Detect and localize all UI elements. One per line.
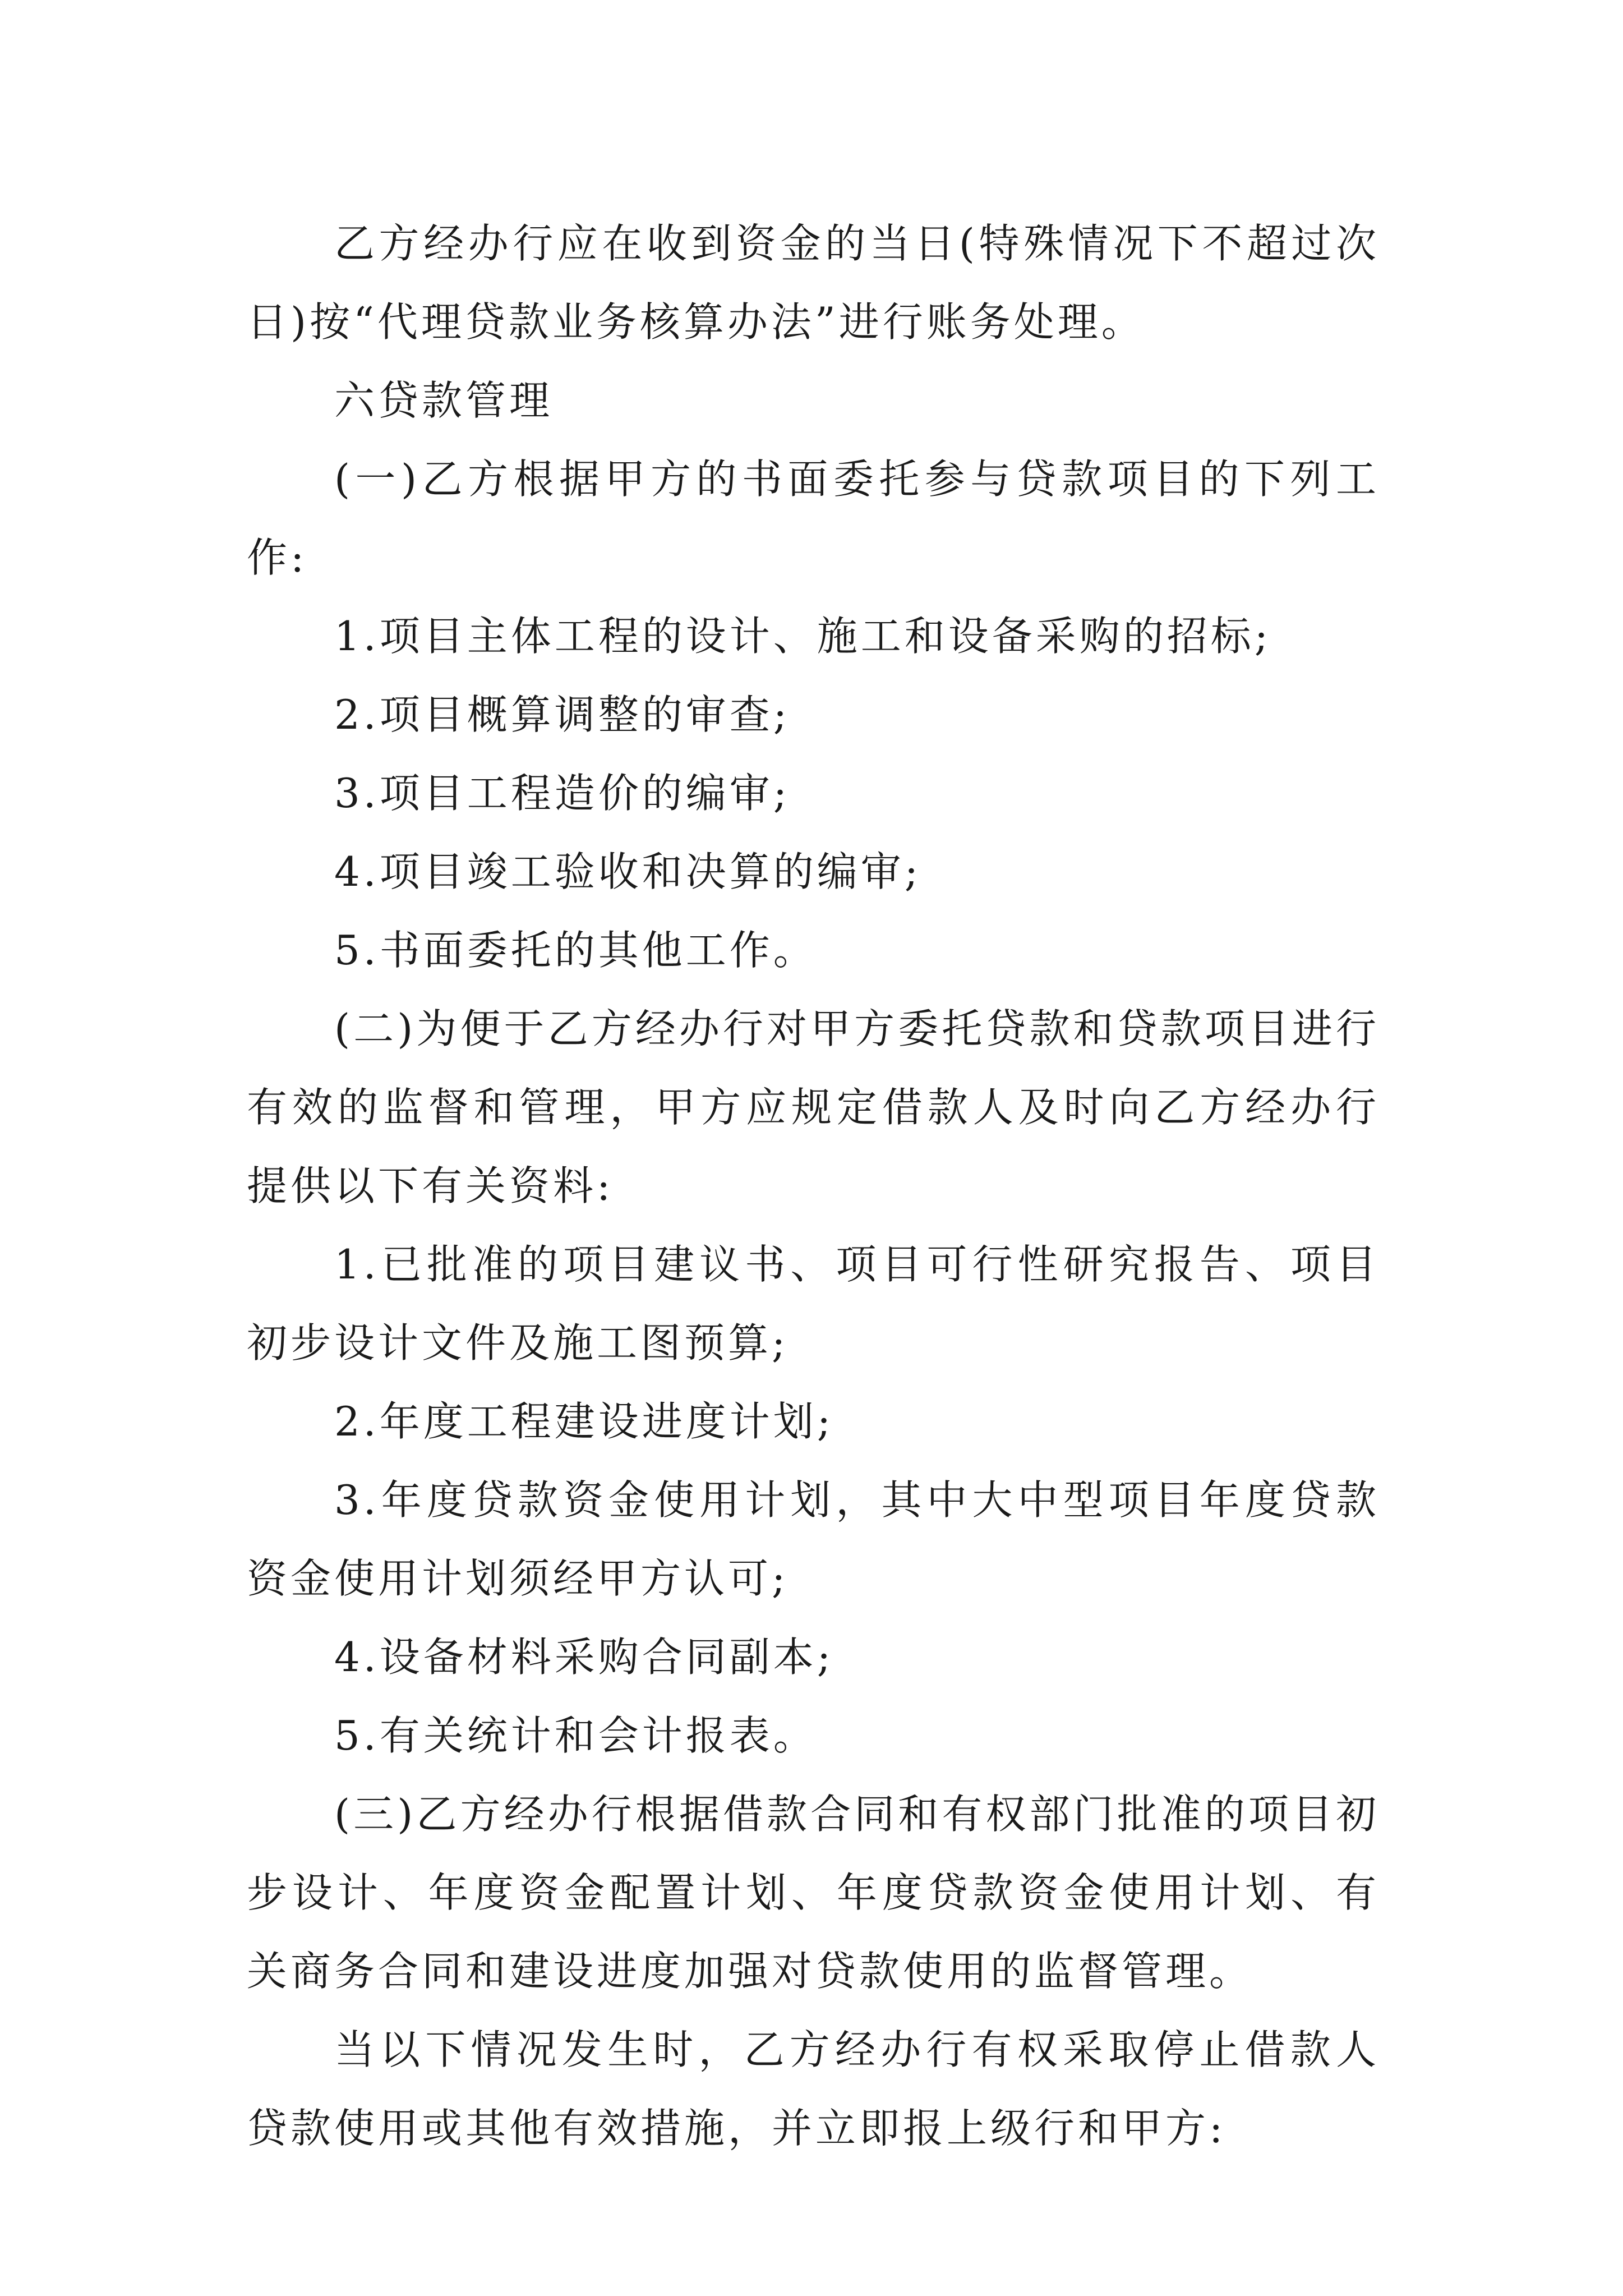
list-item: 3.年度贷款资金使用计划，其中大中型项目年度贷款资金使用计划须经甲方认可; [247, 1476, 1380, 1602]
list-item: 2.项目概算调整的审查; [334, 691, 790, 738]
list-item: 4.设备材料采购合同副本; [334, 1634, 834, 1681]
paragraph: 乙方经办行应在收到资金的当日(特殊情况下不超过次日)按“代理贷款业务核算办法”进行账务处理。 [247, 220, 1380, 346]
paragraph: (二)为便于乙方经办行对甲方委托贷款和贷款项目进行有效的监督和管理，甲方应规定借款人及时向乙方经办行提供以下有关资料: [247, 1005, 1380, 1209]
document-body [247, 204, 1380, 2168]
section-heading: 六贷款管理 [334, 377, 554, 424]
paragraph: 当以下情况发生时，乙方经办行有权采取停止借款人贷款使用或其他有效措施，并立即报上级行和甲方: [247, 2026, 1380, 2152]
list-item: 5.书面委托的其他工作。 [334, 927, 817, 974]
list-item: 4.项目竣工验收和决算的编审; [334, 848, 921, 895]
paragraph: (一)乙方根据甲方的书面委托参与贷款项目的下列工作: [247, 455, 1380, 581]
list-item: 1.已批准的项目建议书、项目可行性研究报告、项目初步设计文件及施工图预算; [247, 1241, 1380, 1366]
list-item: 2.年度工程建设进度计划; [334, 1398, 834, 1445]
list-item: 5.有关统计和会计报表。 [334, 1712, 817, 1759]
list-item: 1.项目主体工程的设计、施工和设备采购的招标; [334, 613, 1271, 660]
list-item: 3.项目工程造价的编审; [334, 770, 790, 817]
paragraph: (三)乙方经办行根据借款合同和有权部门批准的项目初步设计、年度资金配置计划、年度贷款资金使用计划、有关商务合同和建设进度加强对贷款使用的监督管理。 [247, 1791, 1380, 1995]
